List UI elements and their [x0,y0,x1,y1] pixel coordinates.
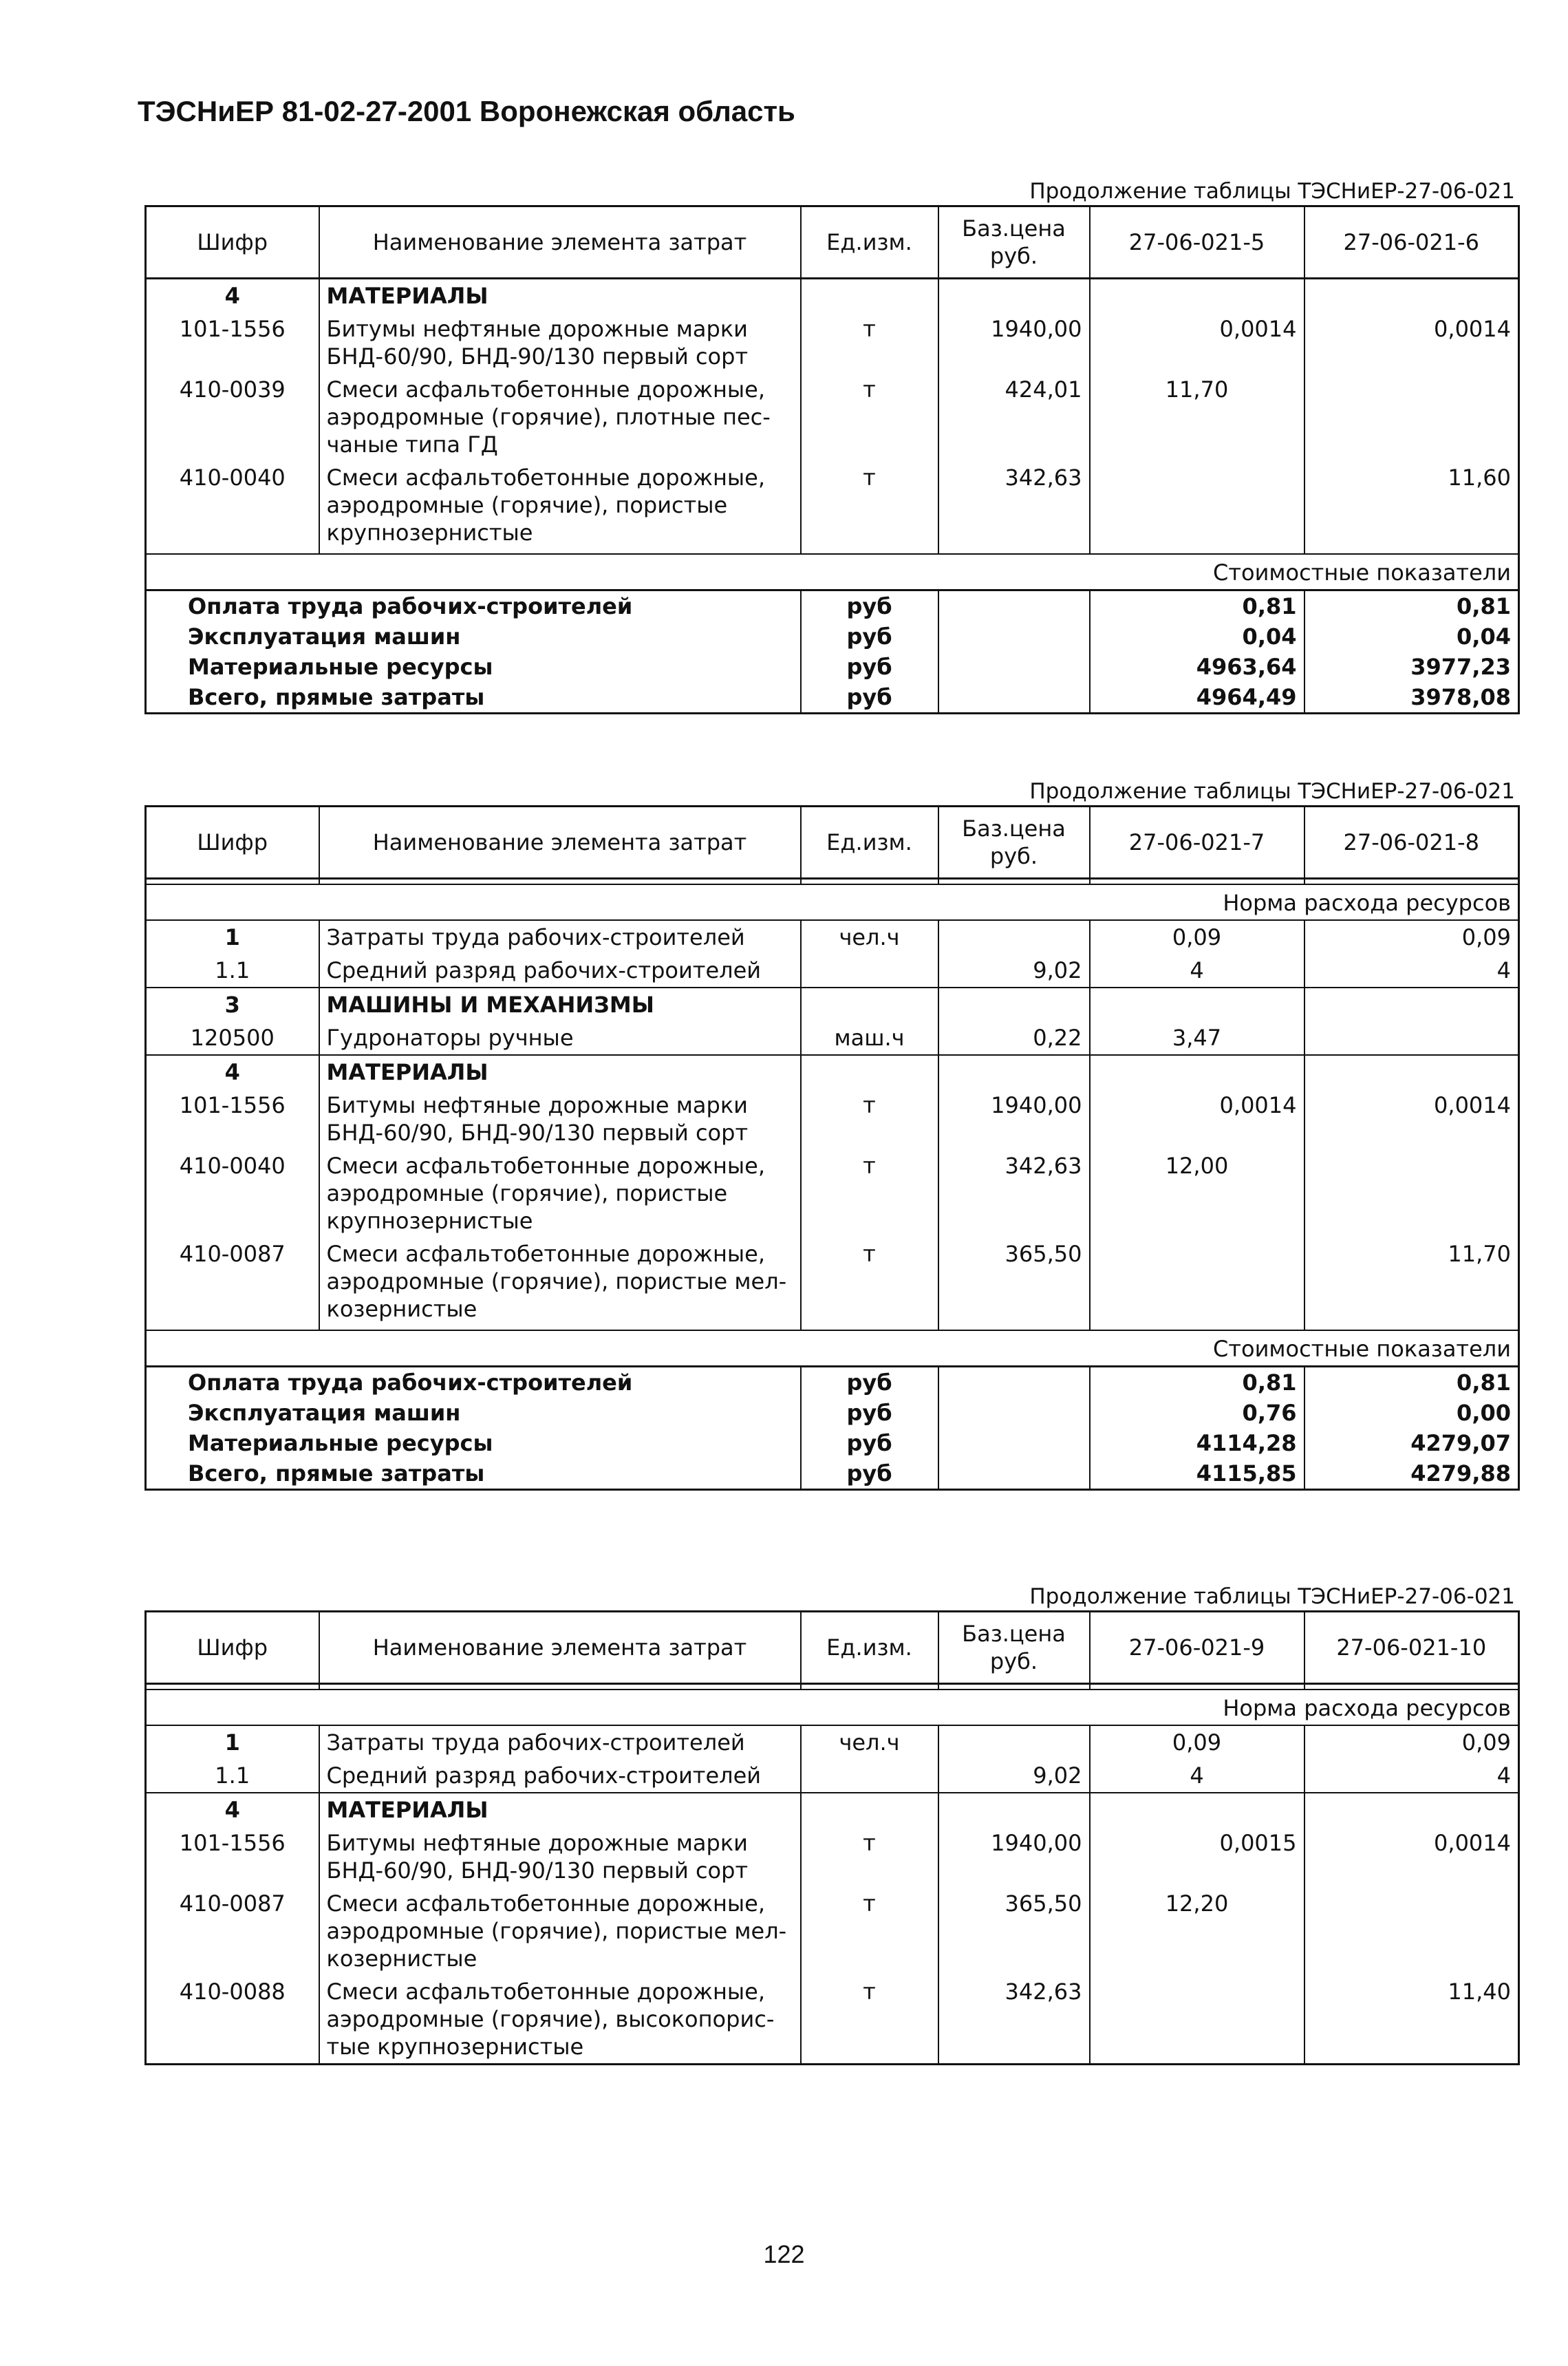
table-row [146,1793,1519,1826]
summary-price [938,1458,1090,1490]
row-price: 1940,00 [938,1089,1090,1149]
header-name: Наименование элемента затрат [319,1612,801,1684]
table-header-row [146,1612,1519,1684]
table-continuation-caption: Продолжение таблицы ТЭСНиЕР-27-06-021 [1029,779,1515,804]
row-name: Смеси асфальтобетонные дорожные, аэродромные (горячие), пористые крупнозернистые [319,1149,801,1237]
row-name: МАТЕРИАЛЫ [319,1055,801,1089]
row-price: 342,63 [938,461,1090,549]
summary-row [146,1428,1519,1458]
table-row [146,373,1519,461]
table-row [146,988,1519,1021]
table-row [146,954,1519,988]
row-price [938,279,1090,313]
summary-unit: руб [801,1428,938,1458]
header-code: Шифр [146,807,319,879]
summary-value2: 4279,07 [1304,1428,1519,1458]
summary-label: Материальные ресурсы [146,652,801,682]
summary-row [146,652,1519,682]
summary-value1: 0,76 [1090,1398,1304,1428]
row-unit [801,988,938,1021]
summary-row [146,1398,1519,1428]
row-value2 [1304,1887,1519,1975]
header-col2: 27-06-021-8 [1304,807,1519,879]
summary-unit: руб [801,682,938,714]
header-code: Шифр [146,1612,319,1684]
table-header-row [146,807,1519,879]
row-name: Средний разряд рабочих-строителей [319,954,801,988]
row-name: Смеси асфальтобетонные дорожные, аэродромные (горячие), плотные пес-чаные типа ГД [319,373,801,461]
row-value2: 4 [1304,954,1519,988]
row-code: 410-0088 [146,1975,319,2065]
row-value2: 0,0014 [1304,1089,1519,1149]
summary-unit: руб [801,652,938,682]
row-price: 424,01 [938,373,1090,461]
row-code: 101-1556 [146,1826,319,1887]
row-price: 342,63 [938,1149,1090,1237]
row-name: Битумы нефтяные дорожные марки БНД-60/90, БНД-90/130 первый сорт [319,312,801,373]
row-code: 101-1556 [146,1089,319,1149]
row-unit: т [801,1826,938,1887]
row-name: Затраты труда рабочих-строителей [319,1725,801,1759]
row-name: Битумы нефтяные дорожные марки БНД-60/90, БНД-90/130 первый сорт [319,1089,801,1149]
row-value1: 4 [1090,1759,1304,1793]
row-value1: 11,70 [1090,373,1304,461]
row-value1: 0,0014 [1090,312,1304,373]
summary-value2: 3978,08 [1304,682,1519,714]
row-unit [801,954,938,988]
row-value1 [1090,1237,1304,1325]
summary-label: Оплата труда рабочих-строителей [146,590,801,622]
row-value2: 11,60 [1304,461,1519,549]
row-unit: т [801,312,938,373]
row-value2: 4 [1304,1759,1519,1793]
row-name: Смеси асфальтобетонные дорожные, аэродромные (горячие), пористые крупнозернистые [319,461,801,549]
row-price [938,1725,1090,1759]
table-row [146,1149,1519,1237]
header-name: Наименование элемента затрат [319,206,801,279]
table-row [146,1237,1519,1325]
table-row [146,1975,1519,2065]
row-unit [801,1055,938,1089]
summary-value2: 0,81 [1304,590,1519,622]
summary-label: Оплата труда рабочих-строителей [146,1367,801,1398]
summary-unit: руб [801,1398,938,1428]
row-value1 [1090,1793,1304,1826]
row-unit: т [801,1887,938,1975]
summary-value2: 0,00 [1304,1398,1519,1428]
table-continuation-caption: Продолжение таблицы ТЭСНиЕР-27-06-021 [1029,179,1515,204]
row-price: 342,63 [938,1975,1090,2065]
row-code: 1.1 [146,1759,319,1793]
summary-value2: 3977,23 [1304,652,1519,682]
page-number: 122 [763,2240,805,2268]
summary-value1: 4114,28 [1090,1428,1304,1458]
resource-table-1 [144,178,1518,714]
table-header-row [146,206,1519,279]
row-value1 [1090,988,1304,1021]
row-name: Смеси асфальтобетонные дорожные, аэродромные (горячие), пористые мел-козернистые [319,1237,801,1325]
row-value1 [1090,1055,1304,1089]
row-value2: 11,40 [1304,1975,1519,2065]
summary-row [146,590,1519,622]
table-row [146,920,1519,954]
row-unit: чел.ч [801,1725,938,1759]
summary-price [938,652,1090,682]
row-code: 4 [146,1055,319,1089]
header-col1: 27-06-021-7 [1090,807,1304,879]
summary-unit: руб [801,590,938,622]
spacer-row [146,1684,1519,1690]
summary-row [146,682,1519,714]
row-code: 1 [146,1725,319,1759]
row-unit: т [801,1089,938,1149]
row-name: МАТЕРИАЛЫ [319,279,801,313]
row-code: 410-0087 [146,1887,319,1975]
table-row [146,1887,1519,1975]
summary-row [146,1367,1519,1398]
header-unit: Ед.изм. [801,206,938,279]
row-unit: т [801,461,938,549]
row-value2: 0,0014 [1304,312,1519,373]
row-unit [801,279,938,313]
summary-label: Всего, прямые затраты [146,682,801,714]
row-unit: маш.ч [801,1021,938,1055]
row-price [938,1793,1090,1826]
row-value2 [1304,1021,1519,1055]
summary-price [938,590,1090,622]
table-row [146,1021,1519,1055]
row-price: 365,50 [938,1237,1090,1325]
summary-value1: 4115,85 [1090,1458,1304,1490]
cost-indicators-title: Стоимостные показатели [146,554,1519,590]
row-value1 [1090,1975,1304,2065]
table-row [146,1826,1519,1887]
resource-table-3 [144,1583,1518,2065]
row-value2 [1304,1793,1519,1826]
norm-title: Норма расхода ресурсов [146,884,1519,920]
header-col1: 27-06-021-9 [1090,1612,1304,1684]
spacer-row [146,1325,1519,1330]
row-code: 410-0040 [146,1149,319,1237]
table-row [146,1725,1519,1759]
row-price: 1940,00 [938,312,1090,373]
header-col1: 27-06-021-5 [1090,206,1304,279]
header-price: Баз.цена руб. [938,1612,1090,1684]
section-title-row [146,884,1519,920]
row-name: Битумы нефтяные дорожные марки БНД-60/90, БНД-90/130 первый сорт [319,1826,801,1887]
header-unit: Ед.изм. [801,807,938,879]
table-continuation-caption: Продолжение таблицы ТЭСНиЕР-27-06-021 [1029,1584,1515,1609]
summary-value1: 0,81 [1090,590,1304,622]
summary-row [146,621,1519,652]
row-value2: 0,09 [1304,1725,1519,1759]
row-value2 [1304,1149,1519,1237]
row-unit [801,1759,938,1793]
spacer-row [146,549,1519,554]
summary-price [938,1398,1090,1428]
row-unit: чел.ч [801,920,938,954]
summary-price [938,621,1090,652]
summary-value1: 0,81 [1090,1367,1304,1398]
row-code: 1.1 [146,954,319,988]
row-price: 365,50 [938,1887,1090,1975]
row-value2 [1304,1055,1519,1089]
row-unit: т [801,1149,938,1237]
summary-label: Эксплуатация машин [146,621,801,652]
row-value1 [1090,279,1304,313]
row-value2 [1304,373,1519,461]
header-price: Баз.цена руб. [938,206,1090,279]
summary-label: Материальные ресурсы [146,1428,801,1458]
table-row [146,1759,1519,1793]
header-price: Баз.цена руб. [938,807,1090,879]
row-code: 3 [146,988,319,1021]
table-row [146,461,1519,549]
row-name: Средний разряд рабочих-строителей [319,1759,801,1793]
row-price: 9,02 [938,1759,1090,1793]
header-col2: 27-06-021-6 [1304,206,1519,279]
summary-price [938,1428,1090,1458]
row-value1: 12,20 [1090,1887,1304,1975]
header-name: Наименование элемента затрат [319,807,801,879]
cost-indicators-title: Стоимостные показатели [146,1330,1519,1367]
row-name: Смеси асфальтобетонные дорожные, аэродромные (горячие), высокопорис-тые крупнозернистые [319,1975,801,2065]
row-value1: 12,00 [1090,1149,1304,1237]
row-code: 4 [146,279,319,313]
row-code: 101-1556 [146,312,319,373]
spacer-row [146,879,1519,885]
summary-value2: 4279,88 [1304,1458,1519,1490]
row-name: Смеси асфальтобетонные дорожные, аэродромные (горячие), пористые мел-козернистые [319,1887,801,1975]
row-price: 0,22 [938,1021,1090,1055]
row-value1: 4 [1090,954,1304,988]
row-price: 9,02 [938,954,1090,988]
table-row [146,279,1519,313]
summary-unit: руб [801,1367,938,1398]
table-row [146,1089,1519,1149]
row-code: 410-0040 [146,461,319,549]
header-unit: Ед.изм. [801,1612,938,1684]
row-value1 [1090,461,1304,549]
row-value1: 3,47 [1090,1021,1304,1055]
section-title-row [146,1330,1519,1367]
resource-table-2 [144,778,1518,1491]
row-code: 120500 [146,1021,319,1055]
row-code: 1 [146,920,319,954]
norm-title: Норма расхода ресурсов [146,1690,1519,1725]
row-unit: т [801,1975,938,2065]
row-value2 [1304,988,1519,1021]
summary-label: Всего, прямые затраты [146,1458,801,1490]
row-code: 4 [146,1793,319,1826]
row-price [938,988,1090,1021]
row-value1: 0,0015 [1090,1826,1304,1887]
row-value1: 0,0014 [1090,1089,1304,1149]
row-value2: 11,70 [1304,1237,1519,1325]
table-row [146,1055,1519,1089]
summary-price [938,682,1090,714]
row-name: МАТЕРИАЛЫ [319,1793,801,1826]
row-name: МАШИНЫ И МЕХАНИЗМЫ [319,988,801,1021]
summary-label: Эксплуатация машин [146,1398,801,1428]
row-price [938,1055,1090,1089]
row-value1: 0,09 [1090,1725,1304,1759]
row-unit [801,1793,938,1826]
summary-value2: 0,81 [1304,1367,1519,1398]
row-name: Гудронаторы ручные [319,1021,801,1055]
section-title-row [146,554,1519,590]
page-title: ТЭСНиЕР 81-02-27-2001 Воронежская область [138,95,795,127]
row-name: Затраты труда рабочих-строителей [319,920,801,954]
header-code: Шифр [146,206,319,279]
row-price [938,920,1090,954]
row-code: 410-0039 [146,373,319,461]
summary-value1: 4964,49 [1090,682,1304,714]
summary-row [146,1458,1519,1490]
row-unit: т [801,373,938,461]
header-col2: 27-06-021-10 [1304,1612,1519,1684]
row-value2: 0,09 [1304,920,1519,954]
summary-unit: руб [801,1458,938,1490]
row-value1: 0,09 [1090,920,1304,954]
row-price: 1940,00 [938,1826,1090,1887]
summary-price [938,1367,1090,1398]
row-value2 [1304,279,1519,313]
row-code: 410-0087 [146,1237,319,1325]
summary-unit: руб [801,621,938,652]
table-row [146,312,1519,373]
section-title-row [146,1690,1519,1725]
row-unit: т [801,1237,938,1325]
summary-value2: 0,04 [1304,621,1519,652]
row-value2: 0,0014 [1304,1826,1519,1887]
summary-value1: 0,04 [1090,621,1304,652]
summary-value1: 4963,64 [1090,652,1304,682]
